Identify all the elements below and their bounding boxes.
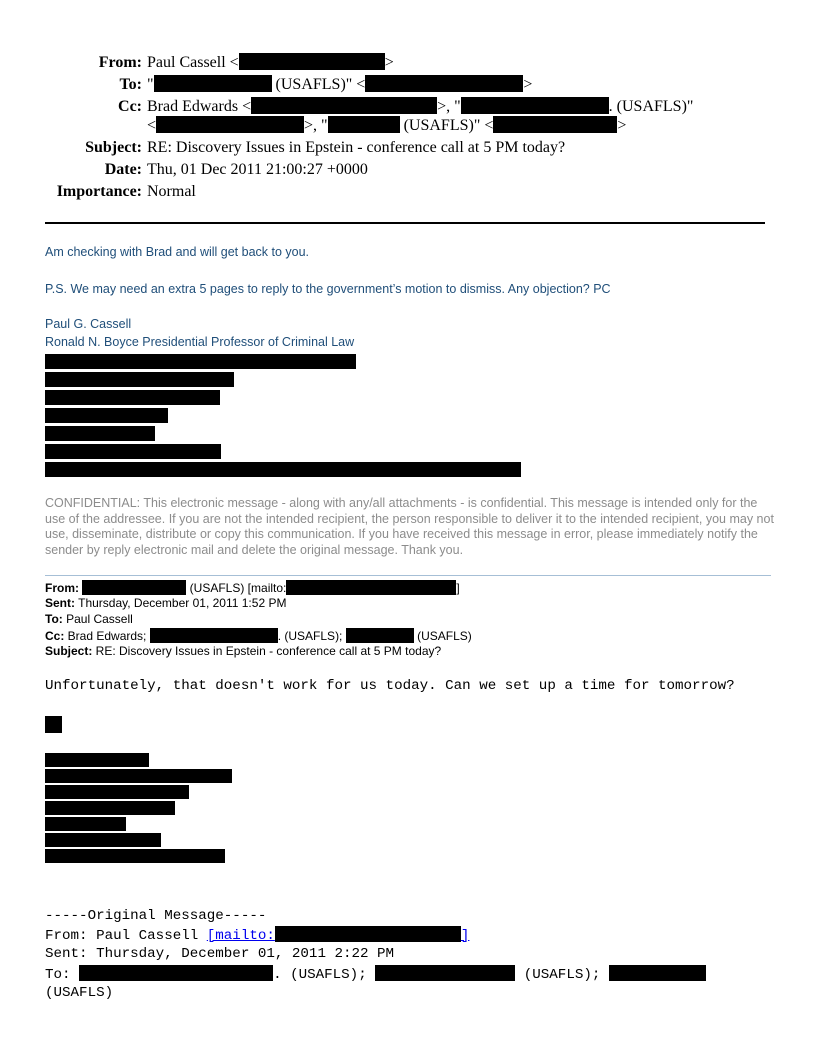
redaction bbox=[45, 390, 220, 405]
confidentiality-notice: CONFIDENTIAL: This electronic message - along with any/all attachments - is confidential. This message is intended only for the use of the addressee. If you are not the intended recipient, the person responsible to deliver it to the intended recipient, you may not use, disseminate, distribute or copy this communication. If you have received this message in error, please immediately notify the sender by reply electronic mail and delete the original message. Thank you. bbox=[45, 496, 774, 557]
redaction bbox=[45, 444, 221, 459]
quoted-to-value: Paul Cassell bbox=[62, 612, 133, 626]
reply-line-2: P.S. We may need an extra 5 pages to reply to the government’s motion to dismiss. Any objection? PC bbox=[45, 282, 611, 296]
quoted-subject-row bbox=[45, 644, 441, 660]
redaction bbox=[251, 97, 437, 114]
header-to-row: To: " (USAFLS)" < > bbox=[119, 76, 533, 93]
header-importance-row bbox=[0, 182, 816, 202]
signature-name: Paul G. Cassell bbox=[45, 317, 132, 331]
header-date-row bbox=[0, 160, 816, 180]
quoted-sent-row bbox=[45, 596, 286, 612]
redaction bbox=[82, 580, 186, 595]
redaction bbox=[346, 628, 414, 643]
from-label: From: bbox=[98, 54, 142, 71]
date-value: Thu, 01 Dec 2011 21:00:27 +0000 bbox=[147, 161, 368, 178]
quoted-subject-value: RE: Discovery Issues in Epstein - conference call at 5 PM today? bbox=[92, 644, 442, 658]
original-from-row: From: Paul Cassell [mailto: ] bbox=[45, 928, 470, 944]
redaction bbox=[45, 372, 234, 387]
original-to-row-2: (USAFLS) bbox=[45, 985, 114, 1001]
importance-label: Importance: bbox=[56, 183, 142, 200]
to-label: To: bbox=[119, 76, 142, 93]
redaction bbox=[45, 801, 175, 815]
mailto-link[interactable]: [mailto: ] bbox=[206, 928, 470, 944]
cc-value: Brad Edwards < bbox=[147, 98, 252, 115]
redaction bbox=[375, 965, 515, 981]
header-divider bbox=[45, 222, 765, 224]
quoted-to-label: To: bbox=[45, 612, 63, 626]
redaction bbox=[45, 753, 149, 767]
quoted-subject-label: Subject: bbox=[45, 644, 93, 658]
reply-line-1: Am checking with Brad and will get back to you. bbox=[45, 245, 310, 259]
cc-label: Cc: bbox=[118, 98, 142, 115]
redaction bbox=[45, 716, 62, 733]
redaction bbox=[45, 785, 189, 799]
redaction bbox=[45, 833, 161, 847]
quoted-from-label: From: bbox=[45, 581, 79, 595]
redaction bbox=[45, 354, 356, 369]
quoted-divider bbox=[45, 575, 771, 576]
original-to-row: To: . (USAFLS); (USAFLS); bbox=[45, 965, 706, 985]
redaction bbox=[286, 580, 456, 595]
quoted-sent-value: Thursday, December 01, 2011 1:52 PM bbox=[75, 596, 287, 610]
redaction bbox=[328, 116, 400, 133]
subject-label: Subject: bbox=[85, 139, 142, 156]
quoted-cc-row: Cc: Brad Edwards; . (USAFLS); (USAFLS) bbox=[45, 629, 472, 643]
from-value: Paul Cassell < bbox=[147, 54, 239, 71]
redaction bbox=[79, 965, 273, 981]
subject-value: RE: Discovery Issues in Epstein - conference call at 5 PM today? bbox=[147, 139, 566, 156]
quoted-cc-value: Brad Edwards; bbox=[64, 629, 150, 643]
quoted-body: Unfortunately, that doesn't work for us today. Can we set up a time for tomorrow? bbox=[45, 678, 735, 694]
quoted-sent-label: Sent: bbox=[45, 596, 75, 610]
importance-value: Normal bbox=[147, 183, 196, 200]
redaction bbox=[493, 116, 617, 133]
quoted-cc-label: Cc: bbox=[45, 629, 65, 643]
redaction bbox=[150, 628, 278, 643]
redaction bbox=[45, 849, 225, 863]
quoted-to-row bbox=[45, 612, 133, 628]
redaction bbox=[275, 926, 461, 942]
redaction bbox=[365, 75, 523, 92]
date-label: Date: bbox=[104, 161, 142, 178]
header-subject-row bbox=[0, 138, 816, 158]
header-from-row: From: Paul Cassell < > bbox=[98, 54, 394, 71]
redaction bbox=[45, 817, 126, 831]
redaction bbox=[45, 426, 155, 441]
redaction bbox=[45, 462, 521, 477]
quoted-from-row: From: (USAFLS) [mailto: ] bbox=[45, 581, 460, 595]
header-cc-row-2: < >, " (USAFLS)" < > bbox=[147, 117, 627, 134]
signature-title: Ronald N. Boyce Presidential Professor of Criminal Law bbox=[45, 335, 355, 349]
redaction bbox=[609, 965, 706, 981]
redaction bbox=[45, 769, 232, 783]
original-sent-row: Sent: Thursday, December 01, 2011 2:22 PM bbox=[45, 946, 395, 962]
original-heading: -----Original Message----- bbox=[45, 908, 267, 924]
redaction bbox=[45, 408, 168, 423]
header-cc-row: Cc: Brad Edwards < >, " . (USAFLS)" bbox=[118, 98, 694, 115]
redaction bbox=[239, 53, 385, 70]
redaction bbox=[156, 116, 304, 133]
redaction bbox=[461, 97, 609, 114]
redaction bbox=[154, 75, 272, 92]
